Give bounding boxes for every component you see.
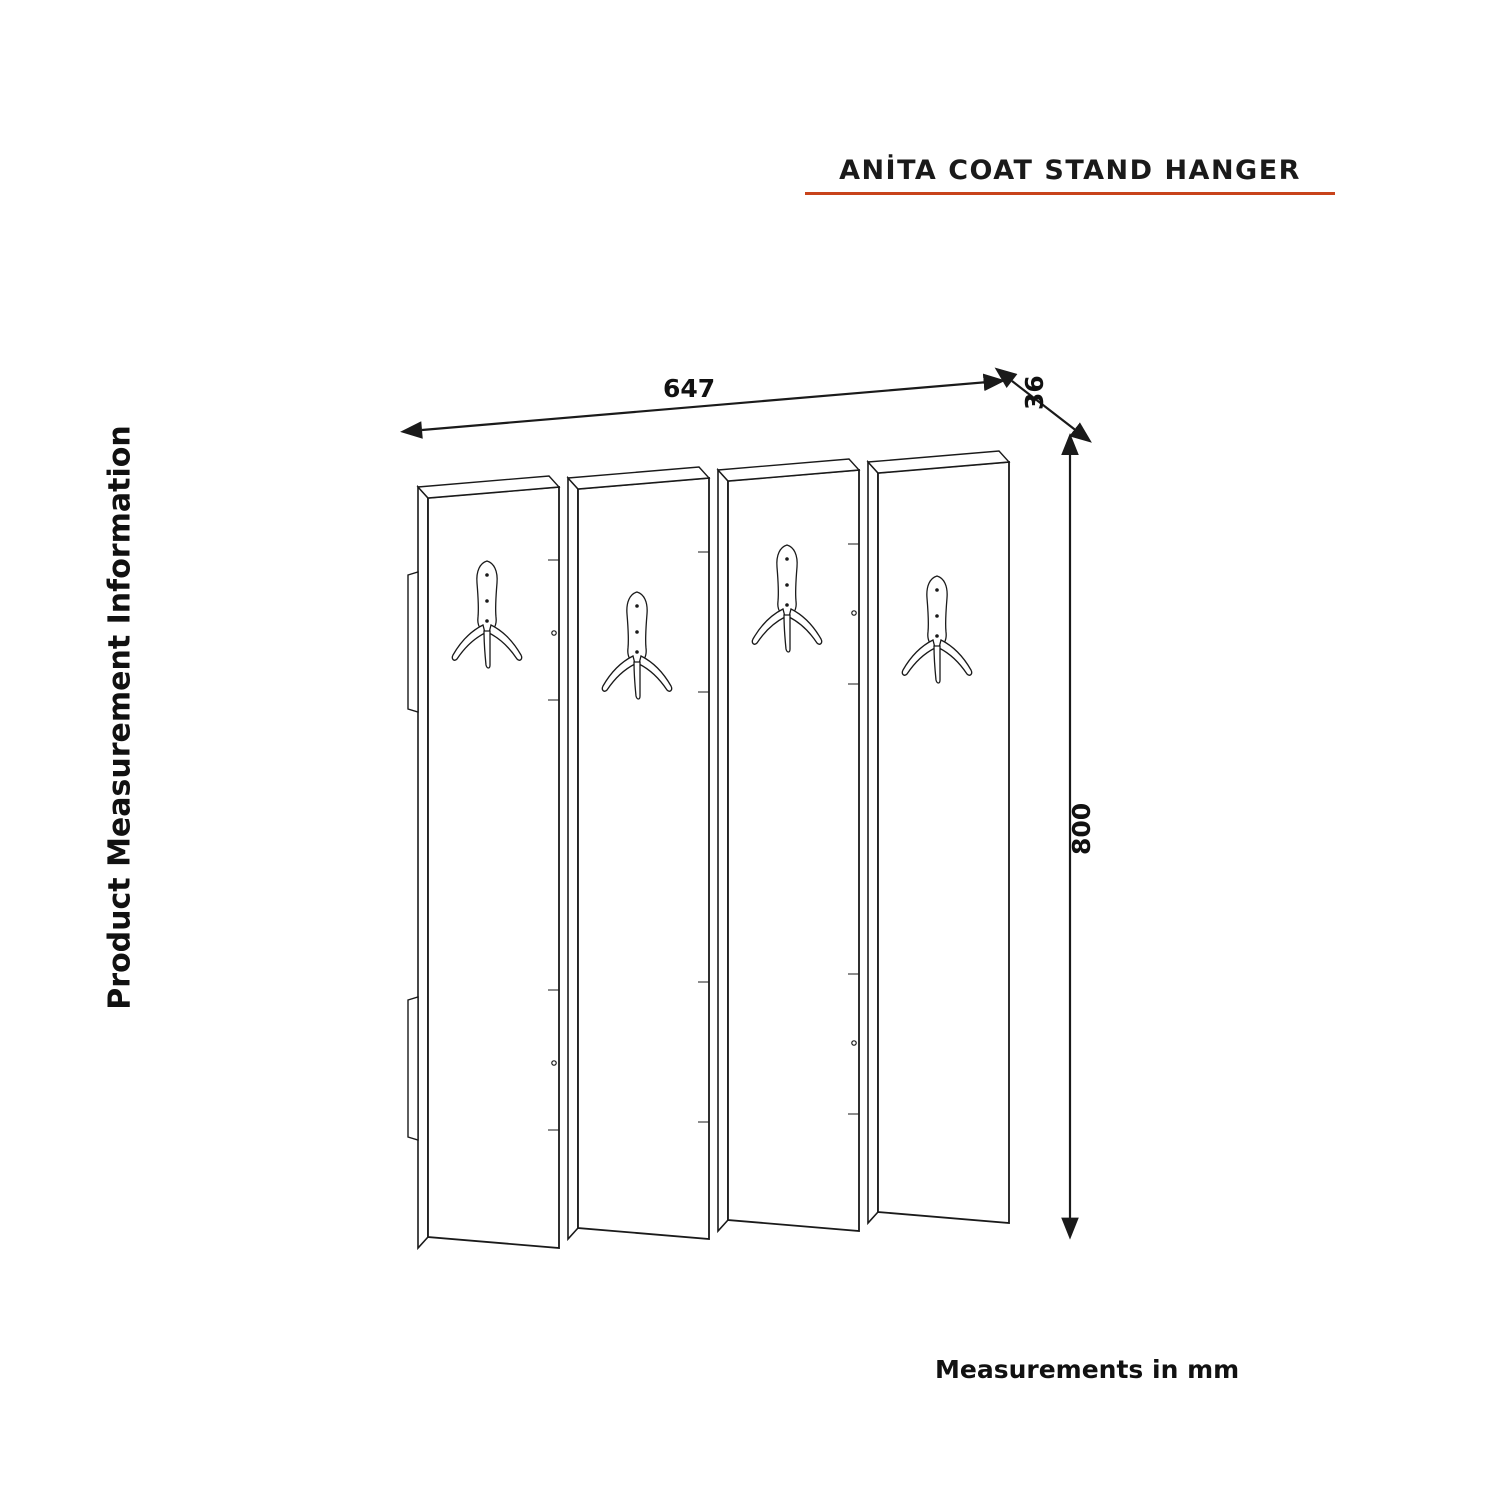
side-label: Product Measurement Information [102, 425, 138, 1010]
width-dimension-label: 647 [663, 374, 716, 403]
height-dimension [1067, 455, 1096, 1222]
page-title: ANİTA COAT STAND HANGER [839, 155, 1301, 186]
panel-2 [568, 467, 709, 1239]
depth-dimension [1012, 375, 1078, 432]
panel-4 [868, 451, 1009, 1223]
width-dimension [422, 374, 988, 430]
depth-dimension-label: 36 [1020, 375, 1049, 410]
panel-1 [408, 476, 559, 1248]
measurement-unit-note: Measurements in mm [935, 1355, 1240, 1384]
height-dimension-label: 800 [1067, 802, 1096, 855]
panel-3 [718, 459, 859, 1231]
